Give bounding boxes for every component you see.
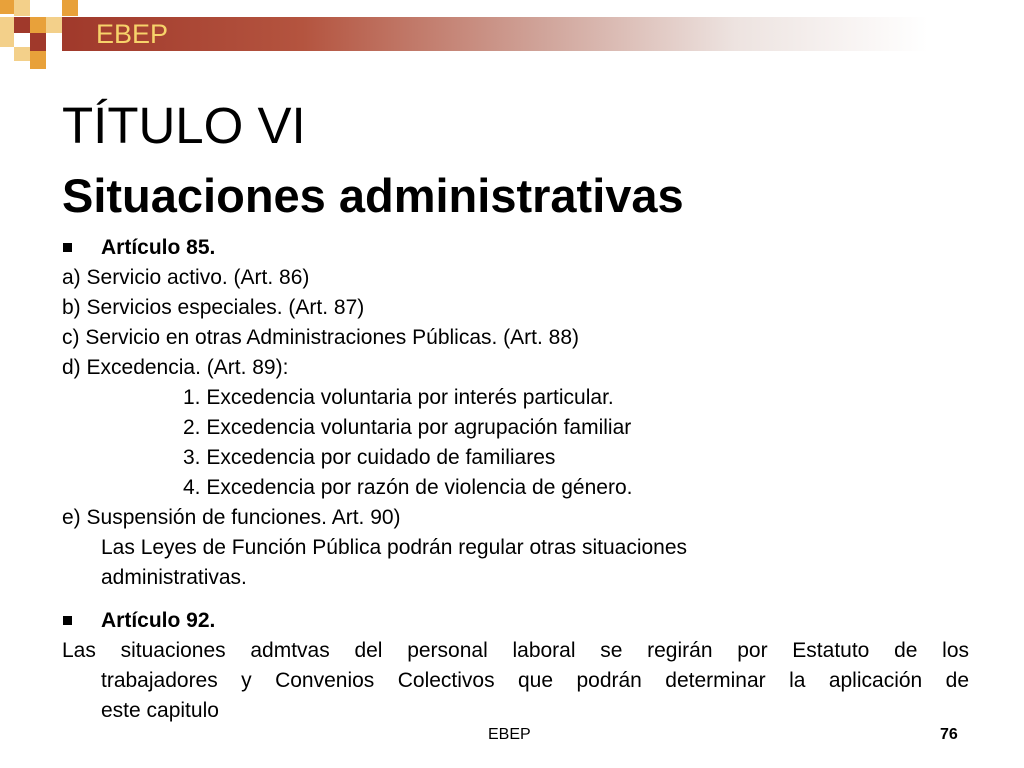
page-number: 76 [940, 726, 958, 743]
decor-square [0, 17, 14, 47]
bullet-icon [63, 243, 72, 252]
decor-square [30, 51, 46, 69]
note-text: administrativas. [101, 566, 247, 589]
footer-label: EBEP [488, 726, 531, 743]
decor-square [14, 47, 30, 61]
decor-square [30, 33, 46, 51]
slide-subtitle: Situaciones administrativas [62, 169, 684, 222]
sub-list-item: 4. Excedencia por razón de violencia de género. [183, 476, 633, 499]
decor-square [62, 0, 78, 16]
list-item: a) Servicio activo. (Art. 86) [62, 266, 310, 289]
list-item: b) Servicios especiales. (Art. 87) [62, 296, 365, 319]
article-85-heading: Artículo 85. [101, 236, 216, 259]
list-item: d) Excedencia. (Art. 89): [62, 356, 289, 379]
decor-square [30, 17, 46, 33]
list-item: c) Servicio en otras Administraciones Públicas. (Art. 88) [62, 326, 580, 349]
decor-square [46, 17, 62, 33]
decor-square [14, 0, 30, 16]
article-92-text: este capitulo [101, 699, 219, 722]
article-92-heading: Artículo 92. [101, 609, 216, 632]
decor-square [14, 17, 30, 33]
sub-list-item: 1. Excedencia voluntaria por interés particular. [183, 386, 614, 409]
header-band [62, 17, 1024, 51]
slide-title: TÍTULO VI [62, 97, 306, 154]
sub-list-item: 3. Excedencia por cuidado de familiares [183, 446, 556, 469]
sub-list-item: 2. Excedencia voluntaria por agrupación familiar [183, 416, 632, 439]
note-text: Las Leyes de Función Pública podrán regular otras situaciones [101, 536, 688, 559]
article-92-text: Las situaciones admtvas del personal laboral se regirán por Estatuto de los [62, 639, 969, 662]
header-title: EBEP [96, 19, 169, 49]
bullet-icon [63, 616, 72, 625]
article-92-text: trabajadores y Convenios Colectivos que podrán determinar la aplicación de [101, 669, 969, 692]
list-item: e) Suspensión de funciones. Art. 90) [62, 506, 401, 529]
decor-square [0, 0, 14, 14]
